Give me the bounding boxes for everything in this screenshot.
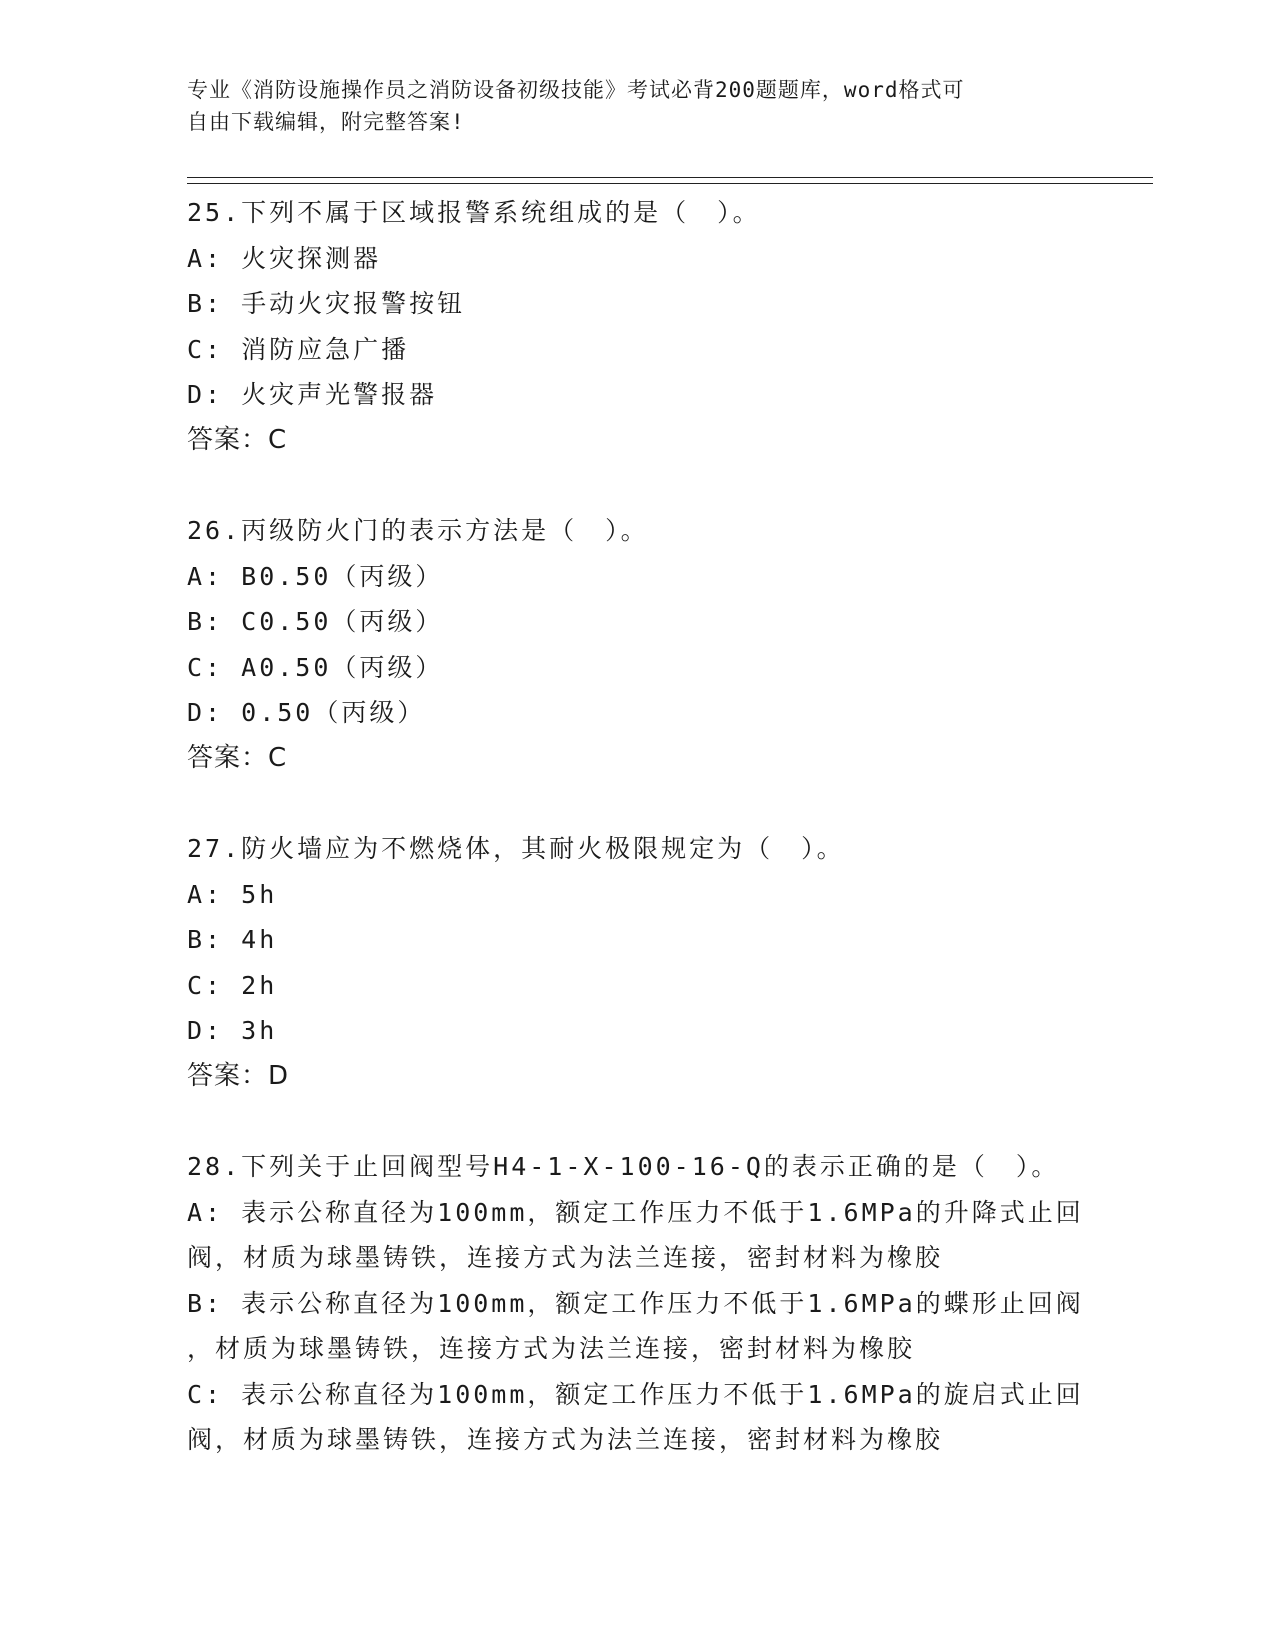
header-line-2: 自由下载编辑，附完整答案! bbox=[187, 110, 465, 134]
option-a: A: 火灾探测器 bbox=[187, 243, 382, 273]
document-header bbox=[187, 74, 1087, 138]
answer-key: 答案：C bbox=[187, 742, 288, 773]
question-list bbox=[187, 190, 1087, 1463]
question-28 bbox=[187, 1144, 1087, 1463]
option-b: B: C0.50（丙级） bbox=[187, 607, 444, 636]
question-stem: 26.丙级防火门的表示方法是（ ）。 bbox=[187, 516, 649, 545]
option-d: D: 0.50（丙级） bbox=[187, 698, 426, 727]
option-c: C: 2h bbox=[187, 970, 278, 1000]
option-d: D: 3h bbox=[187, 1016, 278, 1045]
question-stem: 27.防火墙应为不燃烧体，其耐火极限规定为（ ）。 bbox=[187, 834, 845, 863]
option-c: C: 消防应急广播 bbox=[187, 334, 410, 364]
answer-key: 答案：C bbox=[187, 424, 288, 455]
question-stem: 28.下列关于止回阀型号H4-1-X-100-16-Q的表示正确的是（ ）。 bbox=[187, 1152, 1060, 1181]
option-c-continued: 阀，材质为球墨铸铁，连接方式为法兰连接，密封材料为橡胶 bbox=[187, 1425, 944, 1454]
header-divider-top bbox=[187, 177, 1153, 178]
header-line-1: 专业《消防设施操作员之消防设备初级技能》考试必背200题题库，word格式可 bbox=[187, 78, 965, 102]
option-d: D: 火灾声光警报器 bbox=[187, 380, 438, 409]
header-divider-bottom bbox=[187, 183, 1153, 184]
question-27 bbox=[187, 826, 1087, 1099]
option-a: A: B0.50（丙级） bbox=[187, 561, 444, 591]
option-a: A: 表示公称直径为100mm，额定工作压力不低于1.6MPa的升降式止回 bbox=[187, 1197, 1084, 1227]
option-a: A: 5h bbox=[187, 879, 278, 909]
answer-key: 答案：D bbox=[187, 1060, 290, 1091]
option-b: B: 手动火灾报警按钮 bbox=[187, 289, 466, 318]
question-25 bbox=[187, 190, 1087, 463]
option-c: C: 表示公称直径为100mm，额定工作压力不低于1.6MPa的旋启式止回 bbox=[187, 1379, 1084, 1409]
question-stem: 25.下列不属于区域报警系统组成的是（ ）。 bbox=[187, 198, 761, 227]
option-c: C: A0.50（丙级） bbox=[187, 652, 444, 682]
option-b: B: 4h bbox=[187, 925, 278, 954]
option-b: B: 表示公称直径为100mm，额定工作压力不低于1.6MPa的蝶形止回阀 bbox=[187, 1288, 1084, 1318]
question-26 bbox=[187, 508, 1087, 781]
option-a-continued: 阀，材质为球墨铸铁，连接方式为法兰连接，密封材料为橡胶 bbox=[187, 1243, 944, 1272]
option-b-continued: ，材质为球墨铸铁，连接方式为法兰连接，密封材料为橡胶 bbox=[187, 1334, 916, 1363]
